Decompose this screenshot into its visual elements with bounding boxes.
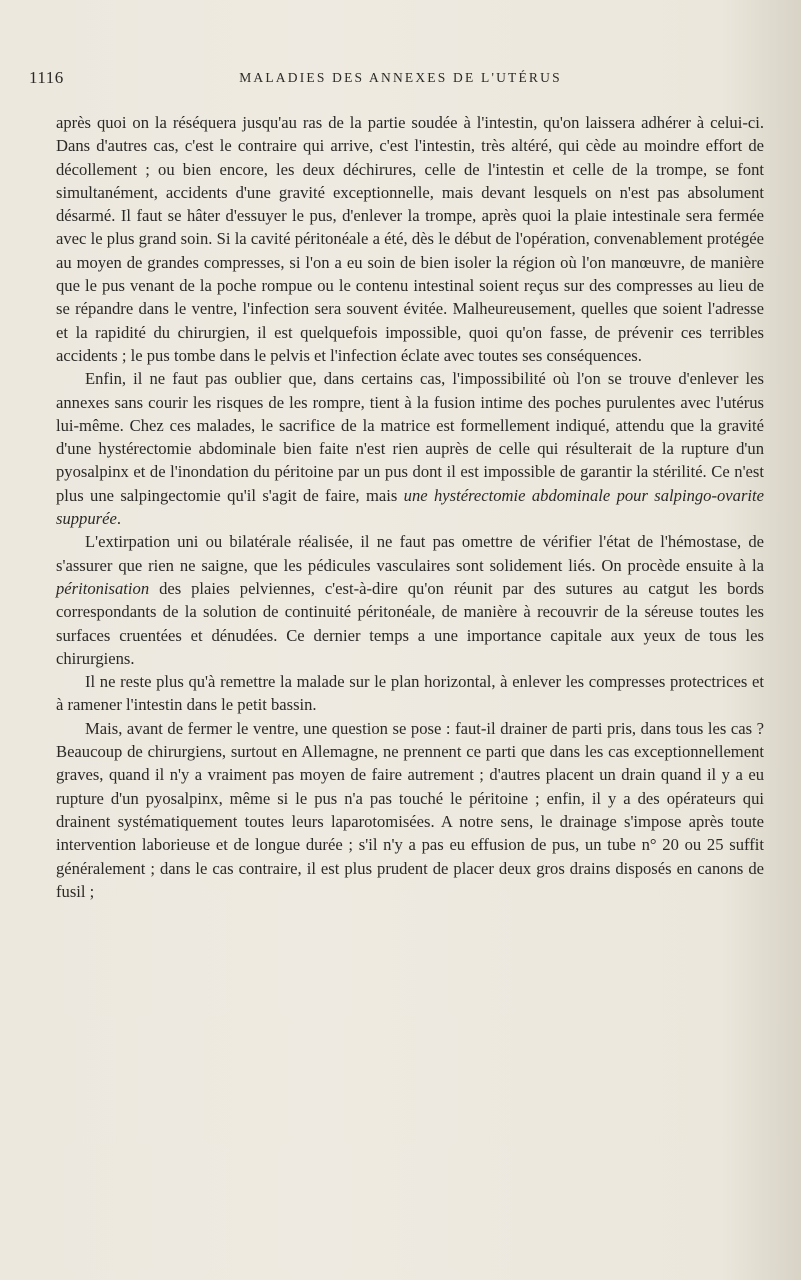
paragraph xyxy=(56,367,764,530)
emphasis-text: une hystérectomie abdominale pour salpingo-ovarite suppurée xyxy=(56,485,764,529)
body-text xyxy=(56,111,764,903)
paragraph-text: des plaies pelviennes, c'est-à-dire qu'on réunit par des sutures au catgut les bords correspondants de la solution de continuité péritonéale, de manière à recouvrir de la séreuse toutes les surfaces cruentées et dénudées. Ce dernier temps a une importance capitale aux yeux de tous les chirurgiens. xyxy=(56,578,764,668)
emphasis-text: péritonisation xyxy=(56,578,150,598)
paragraph: après quoi on la réséquera jusqu'au ras de la partie soudée à l'intestin, qu'on laissera adhérer à celui-ci. Dans d'autres cas, c'est le contraire qui arrive, c'est l'intestin, très altéré, qui cède au moindre effort de décollement ; ou bien encore, les deux déchirures, celle de l'intestin et celle de la trompe, se font simultanément, accidents d'une gravité exceptionnelle, mais devant lesquels on n'est pas absolument désarmé. Il faut se hâter d'essuyer le pus, d'enlever la trompe, après quoi la plaie intestinale sera fermée avec le plus grand soin. Si la cavité péritonéale a été, dès le début de l'opération, convenablement protégée au moyen de grandes compresses, si l'on a eu soin de bien isoler la région où l'on manœuvre, de manière que le pus venant de la poche rompue ou le contenu intestinal soient reçus sur des compresses au lieu de se répandre dans le ventre, l'infection sera souvent évitée. Malheureusement, quelles que soient l'adresse et la rapidité du chirurgien, il est quelquefois impossible, quoi qu'on fasse, de prévenir ces terribles accidents ; le pus tombe dans le pelvis et l'infection éclate avec toutes ses conséquences. xyxy=(56,113,764,365)
paragraph-text: L'extirpation uni ou bilatérale réalisée, il ne faut pas omettre de vérifier l'état de l'hémostase, de s'assurer que rien ne saigne, que les pédicules vasculaires sont solidement liés. On procède ensuite à la xyxy=(56,532,764,575)
paragraph-text: Enfin, il ne faut pas oublier que, dans certains cas, l'impossibilité où l'on se trouve d'enlever les annexes sans courir les risques de les rompre, tient à la fusion intime des poches purulentes avec l'utérus lui-même. Chez ces malades, le sacrifice de la matrice est formellement indiqué, attendu que la gravité d'une hystérectomie abdominale bien faite n'est rien auprès de celle qui résulterait de la rupture d'un pyosalpinx et de l'inondation du péritoine par un pus dont il est impossible de garantir la stérilité. Ce n'est plus une salpingectomie qu'il s'agit de faire, mais xyxy=(56,369,764,505)
paragraph-text: . xyxy=(116,509,121,529)
paragraph: Il ne reste plus qu'à remettre la malade sur le plan horizontal, à enlever les compresses protectrices et à ramener l'intestin dans le petit bassin. xyxy=(56,672,764,715)
page-header xyxy=(0,68,801,92)
paragraph xyxy=(56,530,764,670)
page-number: 1116 xyxy=(29,68,64,87)
running-title: MALADIES DES ANNEXES DE L'UTÉRUS xyxy=(239,70,562,85)
paragraph: Mais, avant de fermer le ventre, une question se pose : faut-il drainer de parti pris, dans tous les cas ? Beaucoup de chirurgiens, surtout en Allemagne, ne prennent ce parti que dans les cas exceptionnellement graves, quand il n'y a vraiment pas moyen de faire autrement ; d'autres placent un drain quand il y a eu rupture d'un pyosalpinx, même si le pus n'a pas touché le péritoine ; enfin, il y a des opérateurs qui drainent systématiquement toutes leurs laparotomisées. A notre sens, le drainage s'impose après toute intervention laborieuse et de longue durée ; s'il n'y a pas eu effusion de pus, un tube n° 20 ou 25 suffit généralement ; dans le cas contraire, il est plus prudent de placer deux gros drains disposés en canons de fusil ; xyxy=(56,718,764,901)
